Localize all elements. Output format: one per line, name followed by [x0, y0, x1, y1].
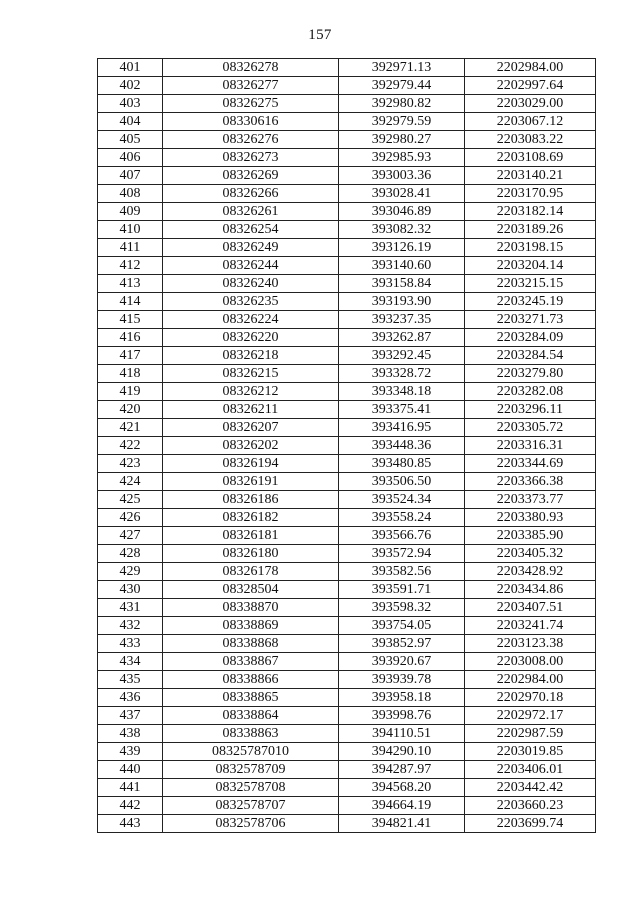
y-coordinate-cell: 2203204.14 [465, 257, 596, 275]
y-coordinate-cell: 2203296.11 [465, 401, 596, 419]
point-number-cell: 437 [98, 707, 163, 725]
point-code-cell: 08326180 [163, 545, 339, 563]
point-code-cell: 08330616 [163, 113, 339, 131]
point-code-cell: 08326207 [163, 419, 339, 437]
table-row [98, 437, 596, 455]
y-coordinate-cell: 2203406.01 [465, 761, 596, 779]
table-row [98, 707, 596, 725]
point-code-cell: 08326254 [163, 221, 339, 239]
point-code-cell: 0832578706 [163, 815, 339, 833]
table-row [98, 383, 596, 401]
y-coordinate-cell: 2202997.64 [465, 77, 596, 95]
point-code-cell: 08326278 [163, 59, 339, 77]
point-number-cell: 428 [98, 545, 163, 563]
point-number-cell: 421 [98, 419, 163, 437]
point-code-cell: 08326235 [163, 293, 339, 311]
table-row [98, 311, 596, 329]
point-code-cell: 08326202 [163, 437, 339, 455]
table-row [98, 257, 596, 275]
x-coordinate-cell: 393375.41 [339, 401, 465, 419]
x-coordinate-cell: 392985.93 [339, 149, 465, 167]
x-coordinate-cell: 393262.87 [339, 329, 465, 347]
table-row [98, 635, 596, 653]
point-number-cell: 417 [98, 347, 163, 365]
point-number-cell: 434 [98, 653, 163, 671]
y-coordinate-cell: 2203182.14 [465, 203, 596, 221]
y-coordinate-cell: 2203279.80 [465, 365, 596, 383]
y-coordinate-cell: 2203305.72 [465, 419, 596, 437]
point-code-cell: 08338865 [163, 689, 339, 707]
point-number-cell: 416 [98, 329, 163, 347]
table-row [98, 131, 596, 149]
table-row [98, 761, 596, 779]
point-number-cell: 414 [98, 293, 163, 311]
point-number-cell: 443 [98, 815, 163, 833]
table-row [98, 545, 596, 563]
y-coordinate-cell: 2203405.32 [465, 545, 596, 563]
point-code-cell: 08325787010 [163, 743, 339, 761]
point-code-cell: 08326191 [163, 473, 339, 491]
table-row [98, 455, 596, 473]
y-coordinate-cell: 2203316.31 [465, 437, 596, 455]
table-row [98, 185, 596, 203]
y-coordinate-cell: 2203385.90 [465, 527, 596, 545]
point-number-cell: 441 [98, 779, 163, 797]
point-code-cell: 08338864 [163, 707, 339, 725]
point-code-cell: 08338869 [163, 617, 339, 635]
table-row [98, 275, 596, 293]
x-coordinate-cell: 393939.78 [339, 671, 465, 689]
x-coordinate-cell: 394110.51 [339, 725, 465, 743]
point-number-cell: 427 [98, 527, 163, 545]
x-coordinate-cell: 393591.71 [339, 581, 465, 599]
x-coordinate-cell: 393292.45 [339, 347, 465, 365]
y-coordinate-cell: 2203407.51 [465, 599, 596, 617]
y-coordinate-cell: 2203284.09 [465, 329, 596, 347]
point-number-cell: 435 [98, 671, 163, 689]
y-coordinate-cell: 2203344.69 [465, 455, 596, 473]
x-coordinate-cell: 393598.32 [339, 599, 465, 617]
table-row [98, 671, 596, 689]
point-number-cell: 432 [98, 617, 163, 635]
y-coordinate-cell: 2203198.15 [465, 239, 596, 257]
point-code-cell: 08326182 [163, 509, 339, 527]
point-code-cell: 0832578707 [163, 797, 339, 815]
point-code-cell: 08326277 [163, 77, 339, 95]
point-code-cell: 08326244 [163, 257, 339, 275]
point-number-cell: 418 [98, 365, 163, 383]
point-number-cell: 442 [98, 797, 163, 815]
table-row [98, 599, 596, 617]
y-coordinate-cell: 2203029.00 [465, 95, 596, 113]
point-number-cell: 431 [98, 599, 163, 617]
x-coordinate-cell: 394287.97 [339, 761, 465, 779]
x-coordinate-cell: 394568.20 [339, 779, 465, 797]
point-code-cell: 08326276 [163, 131, 339, 149]
table-row [98, 653, 596, 671]
table-row [98, 365, 596, 383]
x-coordinate-cell: 393852.97 [339, 635, 465, 653]
y-coordinate-cell: 2202984.00 [465, 671, 596, 689]
point-code-cell: 08326218 [163, 347, 339, 365]
point-number-cell: 408 [98, 185, 163, 203]
point-number-cell: 425 [98, 491, 163, 509]
x-coordinate-cell: 393158.84 [339, 275, 465, 293]
table-row [98, 815, 596, 833]
y-coordinate-cell: 2203434.86 [465, 581, 596, 599]
point-number-cell: 423 [98, 455, 163, 473]
coordinates-table-body [98, 59, 596, 833]
table-row [98, 491, 596, 509]
point-number-cell: 424 [98, 473, 163, 491]
x-coordinate-cell: 393046.89 [339, 203, 465, 221]
y-coordinate-cell: 2202972.17 [465, 707, 596, 725]
table-row [98, 779, 596, 797]
y-coordinate-cell: 2203282.08 [465, 383, 596, 401]
x-coordinate-cell: 393582.56 [339, 563, 465, 581]
x-coordinate-cell: 393126.19 [339, 239, 465, 257]
table-row [98, 401, 596, 419]
point-number-cell: 411 [98, 239, 163, 257]
point-code-cell: 08326266 [163, 185, 339, 203]
table-row [98, 77, 596, 95]
table-row [98, 617, 596, 635]
point-number-cell: 410 [98, 221, 163, 239]
point-code-cell: 08326194 [163, 455, 339, 473]
y-coordinate-cell: 2203170.95 [465, 185, 596, 203]
point-code-cell: 08326224 [163, 311, 339, 329]
point-code-cell: 08326273 [163, 149, 339, 167]
point-code-cell: 08326249 [163, 239, 339, 257]
x-coordinate-cell: 393572.94 [339, 545, 465, 563]
y-coordinate-cell: 2203699.74 [465, 815, 596, 833]
point-number-cell: 401 [98, 59, 163, 77]
point-code-cell: 08326211 [163, 401, 339, 419]
point-number-cell: 403 [98, 95, 163, 113]
x-coordinate-cell: 394290.10 [339, 743, 465, 761]
y-coordinate-cell: 2203019.85 [465, 743, 596, 761]
x-coordinate-cell: 393958.18 [339, 689, 465, 707]
y-coordinate-cell: 2203660.23 [465, 797, 596, 815]
x-coordinate-cell: 393237.35 [339, 311, 465, 329]
point-number-cell: 415 [98, 311, 163, 329]
y-coordinate-cell: 2203241.74 [465, 617, 596, 635]
point-code-cell: 08338868 [163, 635, 339, 653]
point-code-cell: 08338866 [163, 671, 339, 689]
x-coordinate-cell: 393920.67 [339, 653, 465, 671]
point-code-cell: 08326186 [163, 491, 339, 509]
y-coordinate-cell: 2203067.12 [465, 113, 596, 131]
y-coordinate-cell: 2203380.93 [465, 509, 596, 527]
y-coordinate-cell: 2203140.21 [465, 167, 596, 185]
x-coordinate-cell: 392980.27 [339, 131, 465, 149]
x-coordinate-cell: 392980.82 [339, 95, 465, 113]
x-coordinate-cell: 393506.50 [339, 473, 465, 491]
point-number-cell: 438 [98, 725, 163, 743]
table-row [98, 473, 596, 491]
point-number-cell: 404 [98, 113, 163, 131]
point-number-cell: 426 [98, 509, 163, 527]
table-row [98, 743, 596, 761]
table-row [98, 563, 596, 581]
table-row [98, 221, 596, 239]
point-code-cell: 08326275 [163, 95, 339, 113]
x-coordinate-cell: 392971.13 [339, 59, 465, 77]
point-number-cell: 412 [98, 257, 163, 275]
table-row [98, 509, 596, 527]
point-number-cell: 439 [98, 743, 163, 761]
x-coordinate-cell: 393416.95 [339, 419, 465, 437]
y-coordinate-cell: 2203008.00 [465, 653, 596, 671]
y-coordinate-cell: 2203366.38 [465, 473, 596, 491]
x-coordinate-cell: 393566.76 [339, 527, 465, 545]
x-coordinate-cell: 393754.05 [339, 617, 465, 635]
point-code-cell: 08338863 [163, 725, 339, 743]
coordinates-table [97, 58, 596, 833]
table-row [98, 149, 596, 167]
y-coordinate-cell: 2203271.73 [465, 311, 596, 329]
x-coordinate-cell: 393140.60 [339, 257, 465, 275]
point-number-cell: 440 [98, 761, 163, 779]
y-coordinate-cell: 2203189.26 [465, 221, 596, 239]
table-row [98, 239, 596, 257]
point-number-cell: 409 [98, 203, 163, 221]
point-number-cell: 433 [98, 635, 163, 653]
point-number-cell: 402 [98, 77, 163, 95]
y-coordinate-cell: 2202984.00 [465, 59, 596, 77]
point-number-cell: 422 [98, 437, 163, 455]
x-coordinate-cell: 394664.19 [339, 797, 465, 815]
x-coordinate-cell: 392979.59 [339, 113, 465, 131]
table-row [98, 527, 596, 545]
table-row [98, 725, 596, 743]
point-code-cell: 0832578709 [163, 761, 339, 779]
x-coordinate-cell: 393003.36 [339, 167, 465, 185]
point-code-cell: 08326269 [163, 167, 339, 185]
point-number-cell: 429 [98, 563, 163, 581]
x-coordinate-cell: 393193.90 [339, 293, 465, 311]
table-row [98, 347, 596, 365]
table-row [98, 113, 596, 131]
table-row [98, 581, 596, 599]
table-row [98, 419, 596, 437]
x-coordinate-cell: 393082.32 [339, 221, 465, 239]
x-coordinate-cell: 393998.76 [339, 707, 465, 725]
point-code-cell: 08326181 [163, 527, 339, 545]
x-coordinate-cell: 392979.44 [339, 77, 465, 95]
table-row [98, 203, 596, 221]
point-code-cell: 08326212 [163, 383, 339, 401]
y-coordinate-cell: 2203108.69 [465, 149, 596, 167]
point-code-cell: 08326240 [163, 275, 339, 293]
y-coordinate-cell: 2203428.92 [465, 563, 596, 581]
point-code-cell: 08326261 [163, 203, 339, 221]
x-coordinate-cell: 393028.41 [339, 185, 465, 203]
point-number-cell: 419 [98, 383, 163, 401]
page-number: 157 [308, 27, 332, 43]
point-code-cell: 08326178 [163, 563, 339, 581]
point-code-cell: 08338870 [163, 599, 339, 617]
y-coordinate-cell: 2203215.15 [465, 275, 596, 293]
point-number-cell: 413 [98, 275, 163, 293]
point-number-cell: 420 [98, 401, 163, 419]
point-number-cell: 430 [98, 581, 163, 599]
table-row [98, 797, 596, 815]
y-coordinate-cell: 2202987.59 [465, 725, 596, 743]
y-coordinate-cell: 2203123.38 [465, 635, 596, 653]
table-row [98, 167, 596, 185]
table-row [98, 59, 596, 77]
point-number-cell: 406 [98, 149, 163, 167]
y-coordinate-cell: 2203284.54 [465, 347, 596, 365]
point-code-cell: 0832578708 [163, 779, 339, 797]
table-row [98, 689, 596, 707]
x-coordinate-cell: 393348.18 [339, 383, 465, 401]
point-number-cell: 407 [98, 167, 163, 185]
y-coordinate-cell: 2202970.18 [465, 689, 596, 707]
y-coordinate-cell: 2203442.42 [465, 779, 596, 797]
x-coordinate-cell: 393558.24 [339, 509, 465, 527]
point-code-cell: 08328504 [163, 581, 339, 599]
x-coordinate-cell: 393448.36 [339, 437, 465, 455]
x-coordinate-cell: 393328.72 [339, 365, 465, 383]
x-coordinate-cell: 393480.85 [339, 455, 465, 473]
table-row [98, 95, 596, 113]
y-coordinate-cell: 2203083.22 [465, 131, 596, 149]
x-coordinate-cell: 393524.34 [339, 491, 465, 509]
x-coordinate-cell: 394821.41 [339, 815, 465, 833]
point-code-cell: 08326215 [163, 365, 339, 383]
table-row [98, 329, 596, 347]
point-number-cell: 405 [98, 131, 163, 149]
y-coordinate-cell: 2203373.77 [465, 491, 596, 509]
point-number-cell: 436 [98, 689, 163, 707]
point-code-cell: 08338867 [163, 653, 339, 671]
table-row [98, 293, 596, 311]
y-coordinate-cell: 2203245.19 [465, 293, 596, 311]
point-code-cell: 08326220 [163, 329, 339, 347]
